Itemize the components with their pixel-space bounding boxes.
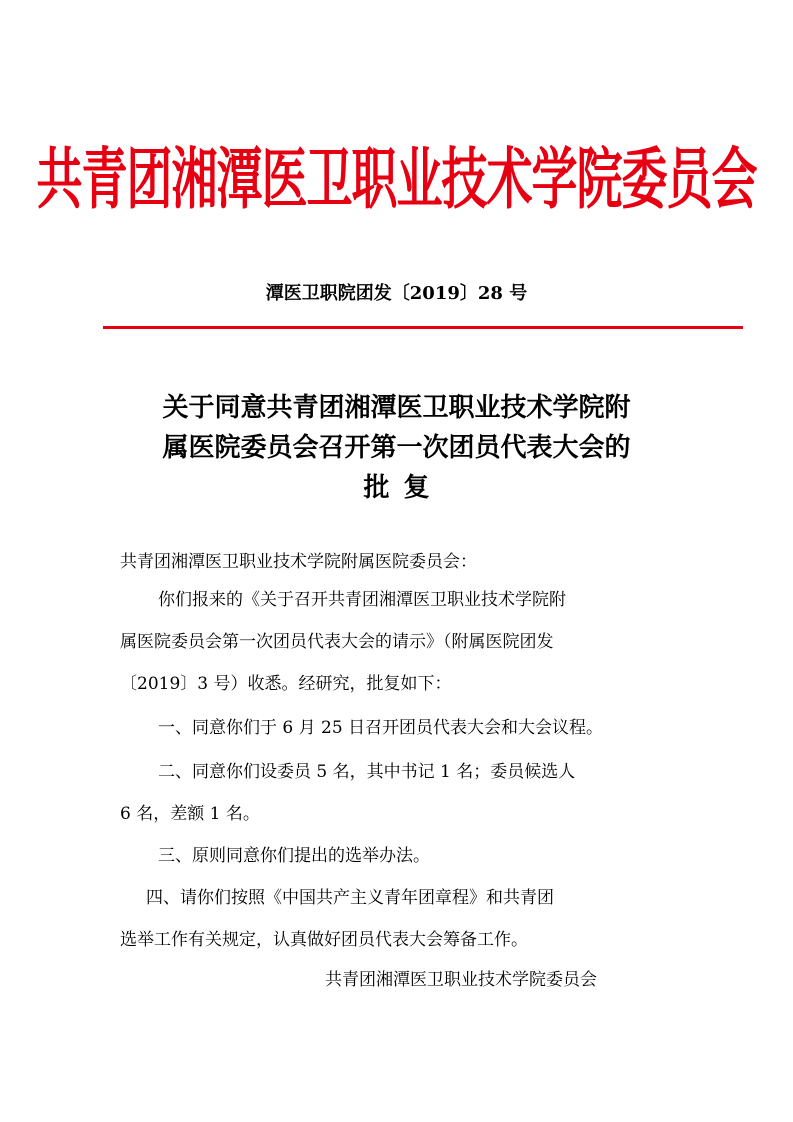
signature-organization: 共青团湘潭医卫职业技术学院委员会 — [325, 970, 597, 990]
document-number: 潭医卫职院团发〔2019〕28 号 — [265, 283, 528, 304]
paragraph-1-line-3: 〔2019〕3 号）收悉。经研究，批复如下： — [120, 674, 452, 694]
issuing-organization-header: 共青团湘潭医卫职业技术学院委员会 — [36, 139, 757, 218]
title-line-1: 关于同意共青团湘潭医卫职业技术学院附 — [162, 393, 631, 423]
red-divider-line — [103, 326, 743, 329]
title-line-2: 属医院委员会召开第一次团员代表大会的 — [162, 433, 631, 463]
document-title — [0, 388, 793, 508]
paragraph-1-line-2: 属医院委员会第一次团员代表大会的请示》（附属医院团发 — [120, 632, 554, 652]
addressee: 共青团湘潭医卫职业技术学院附属医院委员会： — [120, 552, 477, 572]
approval-item-2-line-1: 二、同意你们设委员 5 名，其中书记 1 名；委员候选人 — [158, 762, 576, 782]
approval-item-2-line-2: 6 名，差额 1 名。 — [120, 804, 260, 824]
approval-item-4-line-1: 四、请你们按照《中国共产主义青年团章程》和共青团 — [146, 888, 554, 908]
title-line-3: 批复 — [363, 473, 444, 503]
approval-item-4-line-2: 选举工作有关规定，认真做好团员代表大会筹备工作。 — [120, 930, 528, 950]
approval-item-3: 三、原则同意你们提出的选举办法。 — [158, 846, 430, 866]
approval-item-1: 一、同意你们于 6 月 25 日召开团员代表大会和大会议程。 — [158, 718, 604, 738]
paragraph-1-line-1: 你们报来的《关于召开共青团湘潭医卫职业技术学院附 — [158, 590, 566, 610]
